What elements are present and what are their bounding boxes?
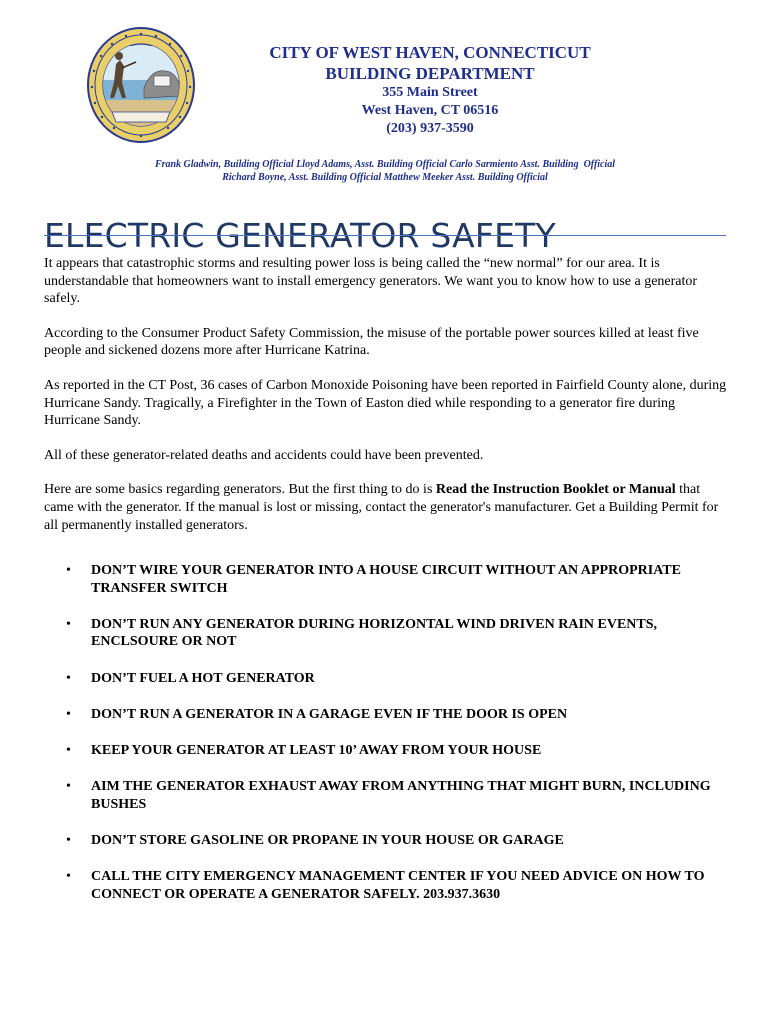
paragraph: As reported in the CT Post, 36 cases of Carbon Monoxide Poisoning have been reported in Fairfield County alone, during Hurricane Sandy. Tragically, a Firefighter in the Town of Easton died while responding to a generator fire during Hurricane Sandy. (44, 377, 727, 429)
rule-text: DON’T FUEL A HOT GENERATOR (91, 670, 315, 686)
list-item (44, 742, 728, 760)
rule-text: DON’T RUN A GENERATOR IN A GARAGE EVEN IF THE DOOR IS OPEN (91, 706, 568, 722)
bullet-icon: • (66, 670, 71, 686)
bullet-icon: • (66, 616, 71, 632)
list-item (44, 616, 728, 651)
list-item (44, 868, 728, 903)
phone-number: (203) 937-3590 (386, 121, 474, 136)
intro-paragraph (44, 481, 728, 534)
bullet-icon: • (66, 779, 71, 795)
rule-text: DON’T STORE GASOLINE OR PROPANE IN YOUR HOUSE OR GARAGE (91, 832, 564, 848)
bullet-icon: • (66, 563, 71, 578)
intro-emphasis: Read the Instruction Booklet or Manual (435, 482, 676, 498)
bullet-icon: • (66, 832, 71, 848)
city-seal-logo (86, 26, 196, 144)
list-item (44, 562, 728, 597)
rule-text: AIM THE GENERATOR EXHAUST AWAY FROM ANYTHING THAT MIGHT BURN, INCLUDING BUSHES (91, 779, 711, 812)
street-address: 355 Main Street (382, 85, 478, 100)
bullet-icon: • (66, 742, 71, 758)
list-item (44, 706, 728, 724)
officials-line-2: Richard Boyne, Asst. Building Official Matthew Meeker Asst. Building Official (222, 172, 548, 183)
paragraph: It appears that catastrophic storms and resulting power loss is being called the “new normal” for our area. It is understandable that homeowners want to install emergency generators. We want you to know how to use a generator safely. (44, 256, 698, 307)
list-item (44, 778, 728, 813)
intro-text-end: that came with the generator. If the manual is lost or missing, contact the generator's manufacturer. Get a Building Permit for all permanently installed generators. (44, 482, 719, 533)
bullet-icon: • (66, 869, 71, 885)
paragraph: According to the Consumer Product Safety Commission, the misuse of the portable power sources killed at least five people and sickened dozens more after Hurricane Katrina. (44, 325, 699, 359)
department-name: BUILDING DEPARTMENT (325, 64, 535, 83)
list-item (44, 670, 728, 688)
official-name: Carlo Sarmiento Asst. Building Official (449, 159, 616, 170)
city-state-zip: West Haven, CT 06516 (361, 103, 499, 118)
rule-text: DON’T RUN ANY GENERATOR DURING HORIZONTAL WIND DRIVEN RAIN EVENTS, ENCLSOURE OR NOT (91, 616, 658, 650)
officials-list (70, 158, 700, 184)
bullet-icon: • (66, 706, 71, 722)
official-name: Lloyd Adams, Asst. Building Official (296, 159, 447, 170)
city-seal-icon (86, 26, 196, 144)
title-divider (44, 235, 726, 236)
body-text (44, 255, 728, 551)
rule-text: CALL THE CITY EMERGENCY MANAGEMENT CENTER IF YOU NEED ADVICE ON HOW TO CONNECT OR OPERATE A GENERATOR SAFELY. 203.937.3630 (91, 869, 705, 902)
city-name: CITY OF WEST HAVEN, CONNECTICUT (269, 43, 591, 62)
rule-text: DON’T WIRE YOUR GENERATOR INTO A HOUSE CIRCUIT WITHOUT AN APPROPRIATE TRANSFER SWITCH (91, 563, 681, 596)
officials-line-1 (70, 158, 700, 171)
paragraph: All of these generator-related deaths and accidents could have been prevented. (44, 447, 484, 463)
list-item (44, 832, 728, 850)
rule-text: KEEP YOUR GENERATOR AT LEAST 10’ AWAY FROM YOUR HOUSE (91, 742, 542, 758)
page-title: ELECTRIC GENERATOR SAFETY (44, 216, 556, 256)
safety-rules-list (44, 562, 728, 922)
intro-text: Here are some basics regarding generators. But the first thing to do is (44, 482, 436, 498)
letterhead (210, 42, 650, 138)
official-name: Frank Gladwin, Building Official (154, 159, 294, 170)
